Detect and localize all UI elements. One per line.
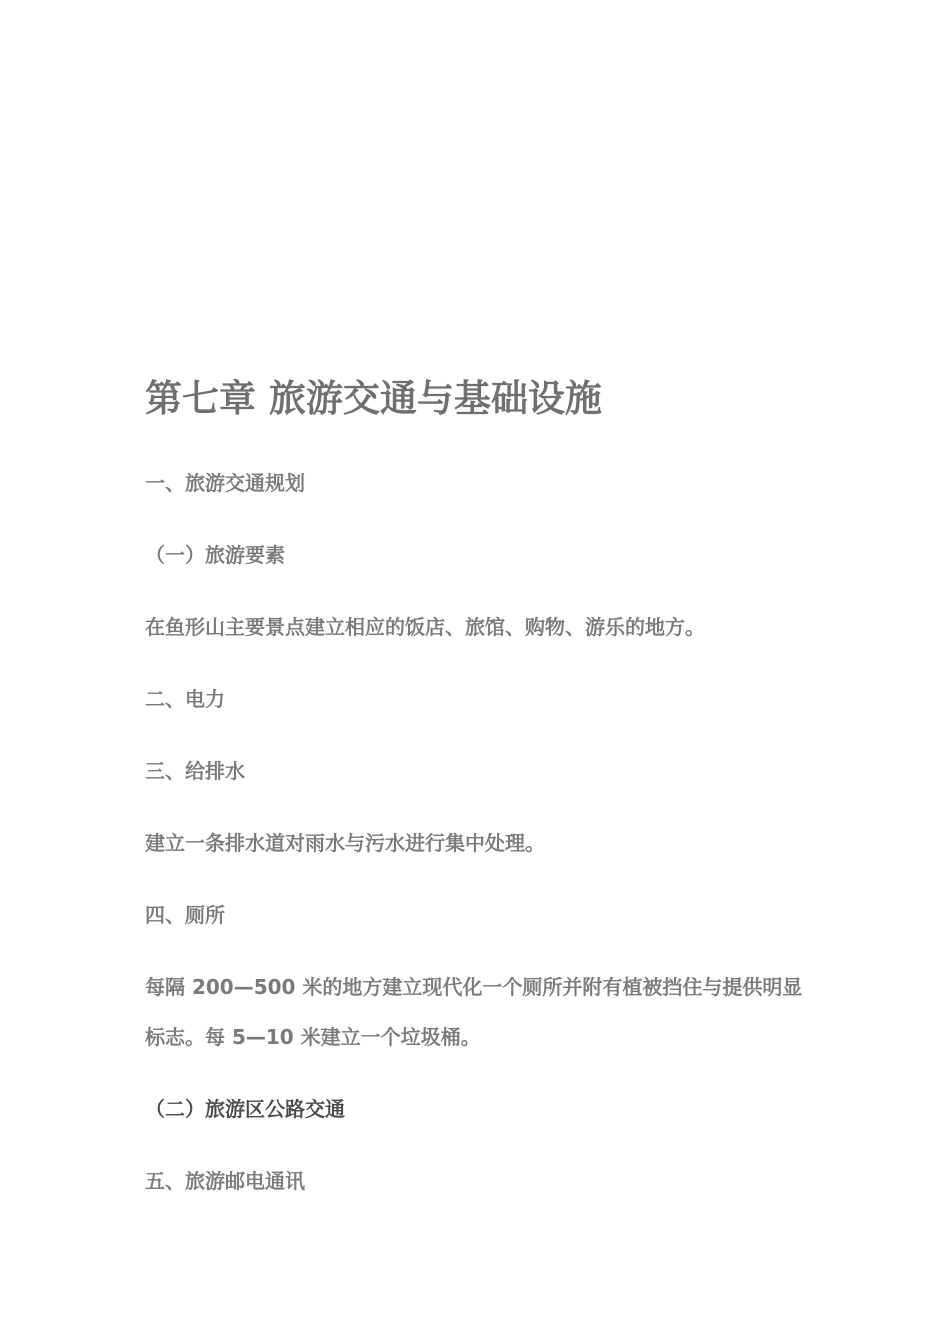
chapter-title: 第七章 旅游交通与基础设施 <box>145 377 602 420</box>
paragraph-tourism-elements: 在鱼形山主要景点建立相应的饭店、旅馆、购物、游乐的地方。 <box>145 615 705 639</box>
subsection-heading-tourism-elements: （一）旅游要素 <box>145 543 285 567</box>
section-heading-tourism-traffic-planning: 一、旅游交通规划 <box>145 471 305 495</box>
subsection-heading-road-traffic: （二）旅游区公路交通 <box>145 1097 345 1121</box>
section-heading-electric-power: 二、电力 <box>145 687 225 711</box>
paragraph-water-supply-drainage: 建立一条排水道对雨水与污水进行集中处理。 <box>145 831 545 855</box>
section-heading-toilets: 四、厕所 <box>145 903 225 927</box>
section-heading-post-telecom: 五、旅游邮电通讯 <box>145 1169 305 1193</box>
section-heading-water-supply-drainage: 三、给排水 <box>145 759 245 783</box>
paragraph-toilets: 每隔 200—500 米的地方建立现代化一个厕所并附有植被挡住与提供明显标志。每 5—10 米建立一个垃圾桶。 <box>145 975 803 1049</box>
